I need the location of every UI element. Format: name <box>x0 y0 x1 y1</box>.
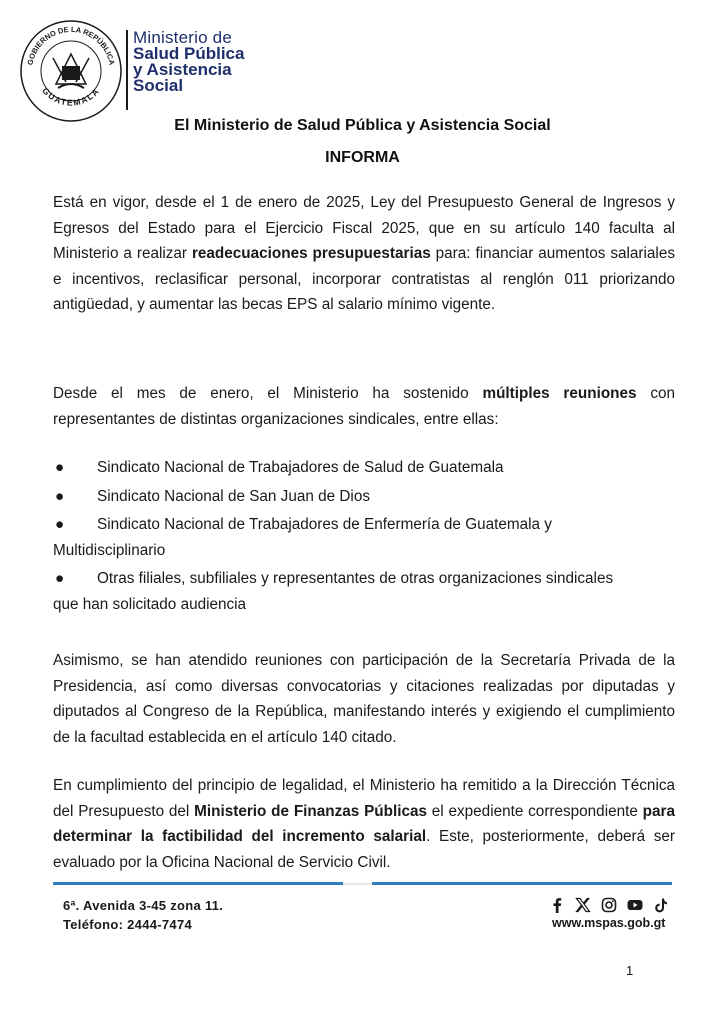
footer-divider-right <box>372 882 672 885</box>
footer-divider-left <box>53 882 343 885</box>
facebook-icon[interactable] <box>548 896 566 914</box>
youtube-icon[interactable] <box>626 896 644 914</box>
ministry-logo-text <box>133 30 244 94</box>
paragraph-4-text-end: . Este, posteriormente, deberá ser evaluado por la Oficina Nacional de Servicio Civil. <box>53 828 675 871</box>
x-icon[interactable] <box>574 896 592 914</box>
paragraph-4-bold-ministry: Ministerio de Finanzas Públicas <box>194 802 427 820</box>
paragraph-1-text: Está en vigor, desde el 1 de enero de 2025, Ley del Presupuesto General de Ingresos y Egresos del Estado para el Ejercicio Fiscal 2025, que en su artículo 140 faculta al Ministerio a realizar <box>53 194 675 262</box>
paragraph-4-bold-purpose: para determinar la factibilidad del incremento salarial <box>53 802 675 845</box>
footer-contact <box>63 896 223 934</box>
bullet-icon: ● <box>55 516 65 533</box>
footer-phone: Teléfono: 2444-7474 <box>63 917 193 932</box>
list-item <box>53 455 675 481</box>
logo-line-1: Ministerio de <box>133 28 232 47</box>
list-item <box>53 484 675 510</box>
instagram-icon[interactable] <box>600 896 618 914</box>
paragraph-4-text-middle: el expediente correspondiente <box>427 802 643 820</box>
tiktok-icon[interactable] <box>652 896 670 914</box>
list-item-continuation: Multidisciplinario <box>53 541 166 559</box>
logo-divider <box>126 30 128 110</box>
paragraph-2-bold: múltiples reuniones <box>482 385 637 402</box>
coat-of-arms-seal <box>18 18 124 124</box>
paragraph-3: Asimismo, se han atendido reuniones con participación de la Secretaría Privada de la Presidencia, así como diversas convocatorias y citaciones realizadas por diputadas y diputados al Congreso de la República, manifestando interés y exigiendo el cumplimiento de la facultad establecida en el artículo 140 citado. <box>53 652 675 746</box>
page-number: 1 <box>626 963 634 978</box>
footer-divider-gap <box>343 883 372 885</box>
list-item-text: Otras filiales, subfiliales y representantes de otras organizaciones sindicales <box>97 570 614 587</box>
logo-line-4: Social <box>133 76 184 95</box>
list-item-text: Sindicato Nacional de San Juan de Dios <box>97 487 370 505</box>
paragraph-2-text-end: con representantes de distintas organizaciones sindicales, entre ellas: <box>53 385 676 428</box>
quetzal-emblem-icon <box>53 54 89 88</box>
svg-text:GOBIERNO DE LA REPÚBLICA <box>25 25 116 66</box>
paragraph-1 <box>53 190 675 318</box>
list-item <box>53 512 675 538</box>
paragraph-4 <box>53 773 675 875</box>
social-icons <box>548 896 670 914</box>
list-item-continuation: que han solicitado audiencia <box>53 595 247 613</box>
document-title: El Ministerio de Salud Pública y Asistencia Social <box>174 117 551 134</box>
seal-top-text: GOBIERNO DE LA REPÚBLICA <box>25 24 117 66</box>
paragraph-1-text-end: para: financiar aumentos salariales e incentivos, reclasificar personal, incorporar contratistas al renglón 011 priorizando antigüedad, y aumentar las becas EPS al salario mínimo vigente. <box>53 245 675 313</box>
seal-bottom-text: GUATEMALA <box>40 85 102 108</box>
bullet-icon: ● <box>55 570 65 587</box>
bullet-icon: ● <box>55 459 65 476</box>
document-subtitle: INFORMA <box>325 149 400 166</box>
list-item <box>53 566 675 592</box>
svg-text:GUATEMALA <box>40 86 101 108</box>
logo-line-3: y Asistencia <box>133 60 232 79</box>
paragraph-4-text: En cumplimiento del principio de legalidad, el Ministerio ha remitido a la Dirección Técnica del Presupuesto del <box>53 777 675 820</box>
union-list <box>53 455 675 617</box>
paragraph-1-bold: readecuaciones presupuestarias <box>191 245 431 262</box>
list-item-text: Sindicato Nacional de Trabajadores de Enfermería de Guatemala y <box>97 516 552 533</box>
footer-address: 6ª. Avenida 3-45 zona 11. <box>63 898 224 913</box>
bullet-icon: ● <box>55 487 65 505</box>
paragraph-2-text: Desde el mes de enero, el Ministerio ha sostenido <box>53 385 483 402</box>
logo-line-2: Salud Pública <box>133 44 245 63</box>
list-item-text: Sindicato Nacional de Trabajadores de Salud de Guatemala <box>97 459 504 476</box>
paragraph-2 <box>53 381 675 432</box>
footer-website-link[interactable]: www.mspas.gob.gt <box>552 916 666 930</box>
